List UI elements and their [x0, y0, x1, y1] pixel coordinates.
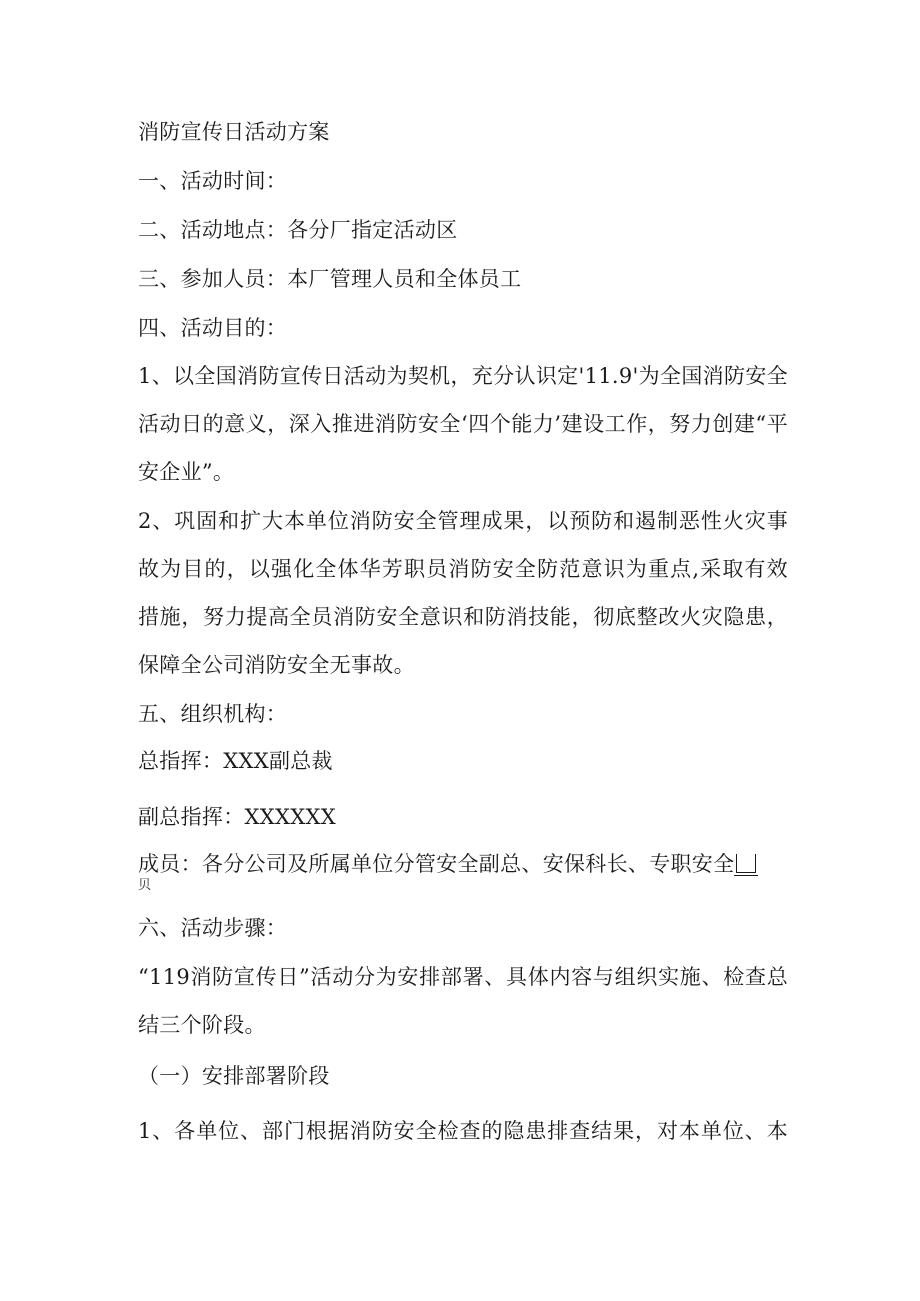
- doc-title: 消防宣传日活动方案: [138, 120, 330, 144]
- purpose-item-2-line-4: 保障全公司消防安全无事故。: [138, 653, 415, 677]
- section-participants: 三、参加人员：本厂管理人员和全体员工: [138, 267, 522, 291]
- steps-intro-line-2: 结三个阶段。: [138, 1013, 266, 1037]
- org-members-tail: 贝: [138, 878, 152, 893]
- section-location: 二、活动地点：各分厂指定活动区: [138, 218, 458, 242]
- phase-1-heading: （一）安排部署阶段: [138, 1064, 330, 1088]
- purpose-item-1-line-1: 1、以全国消防宣传日活动为契机，充分认识定'11.9'为全国消防安全: [138, 364, 788, 388]
- org-members: [138, 850, 756, 878]
- steps-intro-line-1: “119消防宣传日”活动分为安排部署、具体内容与组织实施、检查总: [138, 965, 788, 989]
- org-deputy-commander: 副总指挥：XXXXXX: [138, 805, 337, 829]
- org-chief-commander: 总指挥：XXX副总裁: [138, 749, 333, 773]
- purpose-item-2-line-3: 措施，努力提高全员消防安全意识和防消技能，彻底整改火灾隐患，: [138, 605, 788, 629]
- missing-glyph-box-icon: [736, 854, 756, 873]
- purpose-item-2-line-2: 故为目的，以强化全体华芳职员消防安全防范意识为重点,采取有效: [138, 557, 788, 581]
- section-time: 一、活动时间：: [138, 169, 288, 193]
- section-steps: 六、活动步骤：: [138, 916, 288, 940]
- phase-1-item-1-line-1: 1、各单位、部门根据消防安全检查的隐患排查结果，对本单位、本: [138, 1119, 788, 1143]
- org-members-text: 成员：各分公司及所属单位分管安全副总、安保科长、专职安全: [138, 852, 735, 876]
- purpose-item-1-line-3: 安企业”。: [138, 460, 235, 484]
- purpose-item-1-line-2: 活动日的意义，深入推进消防安全‘四个能力’建设工作，努力创建“平: [138, 412, 788, 436]
- section-organization: 五、组织机构：: [138, 702, 288, 726]
- section-purpose: 四、活动目的：: [138, 316, 288, 340]
- purpose-item-2-line-1: 2、巩固和扩大本单位消防安全管理成果，以预防和遏制恶性火灾事: [138, 509, 788, 533]
